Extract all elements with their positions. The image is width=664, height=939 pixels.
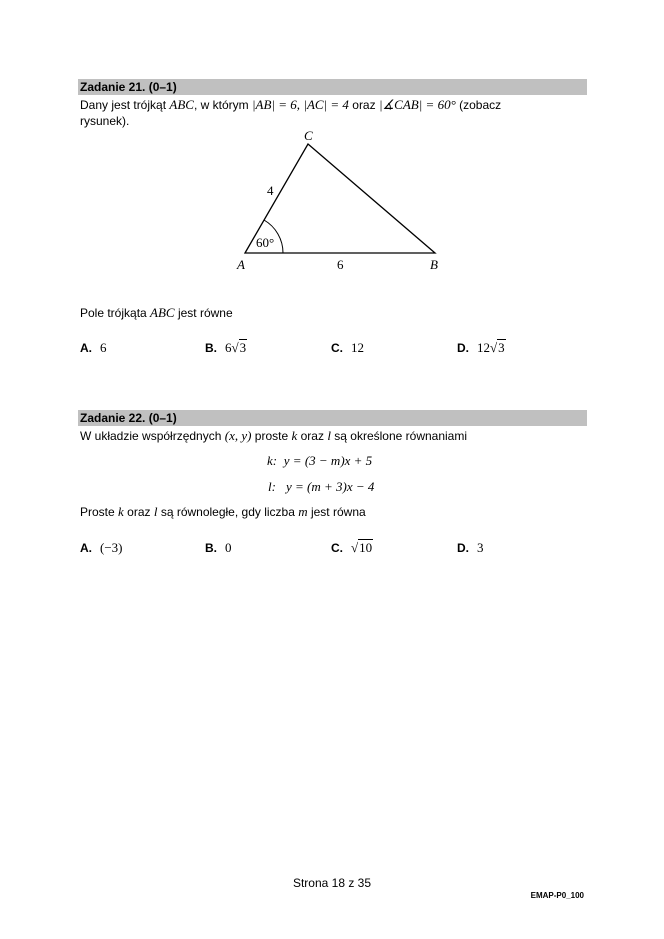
task21-option-b[interactable]: B. 6√3	[205, 340, 247, 355]
task21-intro-line2: rysunek).	[80, 114, 130, 128]
task22-option-c[interactable]: C. √10	[331, 540, 373, 555]
task22-option-a[interactable]: A. (−3)	[80, 540, 123, 555]
task22-option-d[interactable]: D. 3	[457, 540, 484, 555]
label-a: A	[237, 257, 245, 272]
task22-intro: W układzie współrzędnych (x, y) proste k oraz l są określone równaniami	[80, 428, 468, 443]
task22-header: Zadanie 22. (0–1)	[78, 410, 587, 426]
task21-header: Zadanie 21. (0–1)	[78, 79, 587, 95]
task21-question: Pole trójkąta ABC jest równe	[80, 305, 233, 320]
triangle-figure	[225, 125, 455, 275]
label-b: B	[430, 257, 438, 272]
equation-k: k: y = (3 − m)x + 5	[267, 453, 373, 468]
equation-l: l: y = (m + 3)x − 4	[268, 479, 375, 494]
angle-label: 60°	[256, 235, 275, 250]
page-number: Strona 18 z 35	[292, 876, 372, 890]
task22-option-b[interactable]: B. 0	[205, 540, 232, 555]
exam-code: EMAP-P0_100	[530, 891, 584, 900]
task22-question: Proste k oraz l są równoległe, gdy liczba m jest równa	[80, 504, 366, 519]
task21-option-a[interactable]: A. 6	[80, 340, 107, 355]
side-ab-length: 6	[337, 257, 344, 272]
side-ac-length: 4	[267, 183, 274, 198]
task21-intro-line1: Dany jest trójkąt ABC, w którym |AB| = 6, |AC| = 4 oraz |∡CAB| = 60° (zobacz	[80, 97, 502, 112]
task21-option-c[interactable]: C. 12	[331, 340, 364, 355]
label-c: C	[304, 128, 313, 143]
task21-option-d[interactable]: D. 12√3	[457, 340, 505, 355]
